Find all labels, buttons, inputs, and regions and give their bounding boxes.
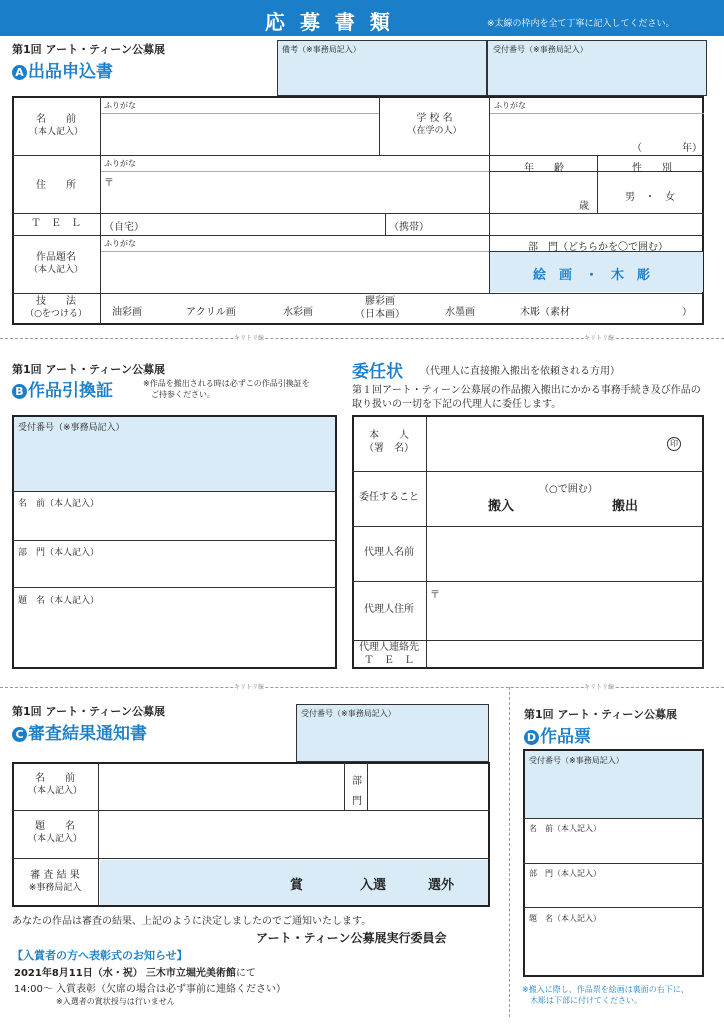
d-dept-input[interactable] [525,879,702,905]
inin-col-line [426,415,427,669]
sex-label: 性 別 [632,163,672,174]
a-row-line [12,293,704,294]
section-b-title [12,376,113,401]
b-dept-label: 部 門（本人記入） [18,548,100,558]
address-label: 住 所 [36,180,76,191]
section-a-exhibit: 第1回 アート・ティーン公募展 [12,43,166,56]
d-title-label: 題 名（本人記入） [529,914,601,923]
c-name-label: 名 前 （本人記入） [27,773,82,796]
biko-label: 備考（※事務局記入） [282,45,361,54]
c-title-label: 題 名 （本人記入） [27,821,82,844]
tech-watercolor[interactable]: 水彩画 [283,307,313,318]
c-row-line [12,858,490,859]
dairi-postal: 〒 [430,590,440,601]
tel-home[interactable]: （自宅） [104,222,144,233]
letter-b-icon: B [12,384,27,399]
letter-c-icon: C [12,727,27,742]
inin-sub: （代理人に直接搬入搬出を依頼される方用） [420,366,620,377]
cut-line-vertical [509,687,510,1017]
d-row-line [523,863,704,864]
cut-label: キリトリ線 [234,335,265,342]
section-a-title-text: 出品申込書 [28,62,113,82]
c-result-label: 審 査 結 果 ※事務局記入 [28,870,82,893]
name-input[interactable] [101,114,378,154]
section-d-title-text: 作品票 [540,727,591,747]
a-row-line [12,155,704,156]
d-title-input[interactable] [525,924,702,975]
d-row-line [523,907,704,908]
c-committee: アート・ティーン公募展実行委員会 [256,931,447,945]
dairi-addr-input[interactable] [428,583,702,638]
dairi-name-input[interactable] [428,528,702,579]
section-c-title [12,719,147,744]
award-heading: 【入賞者の方へ表彰式のお知らせ】 [12,949,188,962]
cut-label: キリトリ線 [584,335,615,342]
dairi-tel-input[interactable] [428,642,702,667]
cut-label: キリトリ線 [584,684,615,691]
tel-mobile[interactable]: （携帯） [389,222,429,233]
tech-acrylic[interactable]: アクリル画 [186,307,236,318]
b-title-input[interactable] [14,605,334,665]
cut-line [0,338,724,339]
address-input[interactable] [101,172,488,212]
c-bu: 部 [352,776,362,787]
c-dept-input[interactable] [369,764,488,808]
c-title-input[interactable] [100,812,488,856]
cut-label: キリトリ線 [234,684,265,691]
section-b-title-text: 作品引換証 [28,381,113,401]
a-row-line [12,235,704,236]
a-row-line [12,213,704,214]
b-row-line [12,491,337,492]
award-date: 2021年8月11日（水・祝） [14,968,143,979]
c-uketsuke-label: 受付番号（※事務局記入） [301,709,396,718]
b-row-line [12,587,337,588]
c-row-line [12,810,490,811]
address-furigana: ふりがな [104,159,136,168]
tech-kousai[interactable]: 膠彩画 （日本画） [355,296,405,320]
work-title-input[interactable] [101,252,488,292]
d-uketsuke-label: 受付番号（※事務局記入） [529,756,624,765]
d-dept-label: 部 門（本人記入） [529,869,601,878]
school-furigana: ふりがな [494,101,526,110]
c-name-input[interactable] [100,764,343,808]
dairi-addr-label: 代理人住所 [364,604,414,615]
inin-title: 委任状 [352,362,403,382]
tel-label: Ｔ Ｅ Ｌ [31,218,81,229]
c-senngai: 選外 [428,878,455,893]
b-dept-input[interactable] [14,557,334,585]
school-year: （ 年） [632,143,702,154]
c-sho: 賞 [290,878,304,893]
award-nite: にて [235,968,256,979]
b-name-label: 名 前（本人記入） [18,499,100,509]
seal-icon: 印 [667,437,681,451]
dairi-tel-label: 代理人連絡先 Ｔ Ｅ Ｌ [359,642,419,666]
d-name-label: 名 前（本人記入） [529,824,601,833]
inin-row-line [352,581,704,582]
work-title-label: 作品題名 （本人記入） [28,252,83,275]
section-c-exhibit: 第1回 アート・ティーン公募展 [12,705,166,718]
section-b-exhibit: 第1回 アート・ティーン公募展 [12,363,166,376]
c-col-line [344,762,345,810]
b-note: ※作品を搬出される時は必ずこの作品引換証を ご持参ください。 [143,379,310,399]
furigana-label: ふりがな [104,101,136,110]
work-furigana: ふりがな [104,239,136,248]
honnin-input[interactable] [428,417,658,469]
section-d-exhibit: 第1回 アート・ティーン公募展 [524,708,678,721]
inin-row-line [352,471,704,472]
address-postal: 〒 [104,178,114,189]
technique-label: 技 法 （○をつける） [25,296,87,319]
letter-a-icon: A [12,65,27,80]
sex-options[interactable]: 男 ・ 女 [625,192,675,203]
b-uketsuke-label: 受付番号（※事務局記入） [18,423,125,433]
cut-line [0,687,724,688]
c-notice: あなたの作品は審査の結果、上記のように決定しましたのでご通知いたします。 [12,916,372,927]
tech-oil[interactable]: 油彩画 [112,307,142,318]
tech-mokucho[interactable]: 木彫（素材 [520,307,570,318]
a-uketsuke-label: 受付番号（※事務局記入） [493,45,588,54]
d-row-line [523,818,704,819]
school-input[interactable] [490,114,703,154]
letter-d-icon: D [524,730,539,745]
tech-mokucho-close: ） [682,307,692,318]
dept-label: 部 門（どちらかを〇で囲む） [528,242,668,253]
a-col-line [385,213,386,235]
b-name-input[interactable] [14,508,334,538]
hanshutsu-option[interactable]: 搬出 [612,499,639,514]
award-venue: 三木市立堀光美術館 [145,968,236,979]
inin-matter-label: 委任すること [359,492,419,503]
b-row-line [12,540,337,541]
inin-circle-note: （○で囲む） [539,484,598,495]
inin-line1: 第１回アート・ティーン公募展の作品搬入搬出にかかる事務手続き及び作品の [352,385,701,396]
tech-suiboku[interactable]: 水墨画 [445,307,475,318]
d-note: ※搬入に際し、作品票を絵画は裏面の右下に、 木彫は下部に付けてください。 [522,985,689,1005]
dept-options[interactable]: 絵 画 ・ 木 彫 [533,268,651,283]
hannyu-option[interactable]: 搬入 [488,499,515,514]
name-label: 名 前 （本人記入） [28,114,83,137]
a-col-line [597,155,598,213]
section-a-title [12,57,113,82]
c-nyusen: 入選 [360,878,387,893]
section-c-title-text: 審査結果通知書 [28,724,147,744]
banner-note: ※太線の枠内を全て丁寧に記入してください。 [487,19,675,29]
inin-line2: 取り扱いの一切を下記の代理人に委任します。 [352,399,562,410]
banner-title: 応 募 書 類 [265,10,394,34]
d-name-input[interactable] [525,834,702,861]
b-title-label: 題 名（本人記入） [18,596,100,606]
award-note: ※入選者の賞状授与は行いません [56,997,175,1006]
c-col-line [367,762,368,810]
c-col-line [98,762,99,907]
school-label: 学 校 名 （在学の人） [407,113,462,136]
inin-row-line [352,640,704,641]
section-d-title [524,722,591,747]
age-unit: 歳 [579,201,589,212]
inin-row-line [352,526,704,527]
age-label: 年 齢 [524,163,564,174]
honnin-label: 本 人 （署 名） [364,430,414,454]
c-mon: 門 [352,796,362,807]
dairi-name-label: 代理人名前 [364,547,414,558]
award-date-line [14,964,256,979]
award-time: 14:00～ 入賞表彰（欠席の場合は必ず事前に連絡ください） [14,984,286,995]
